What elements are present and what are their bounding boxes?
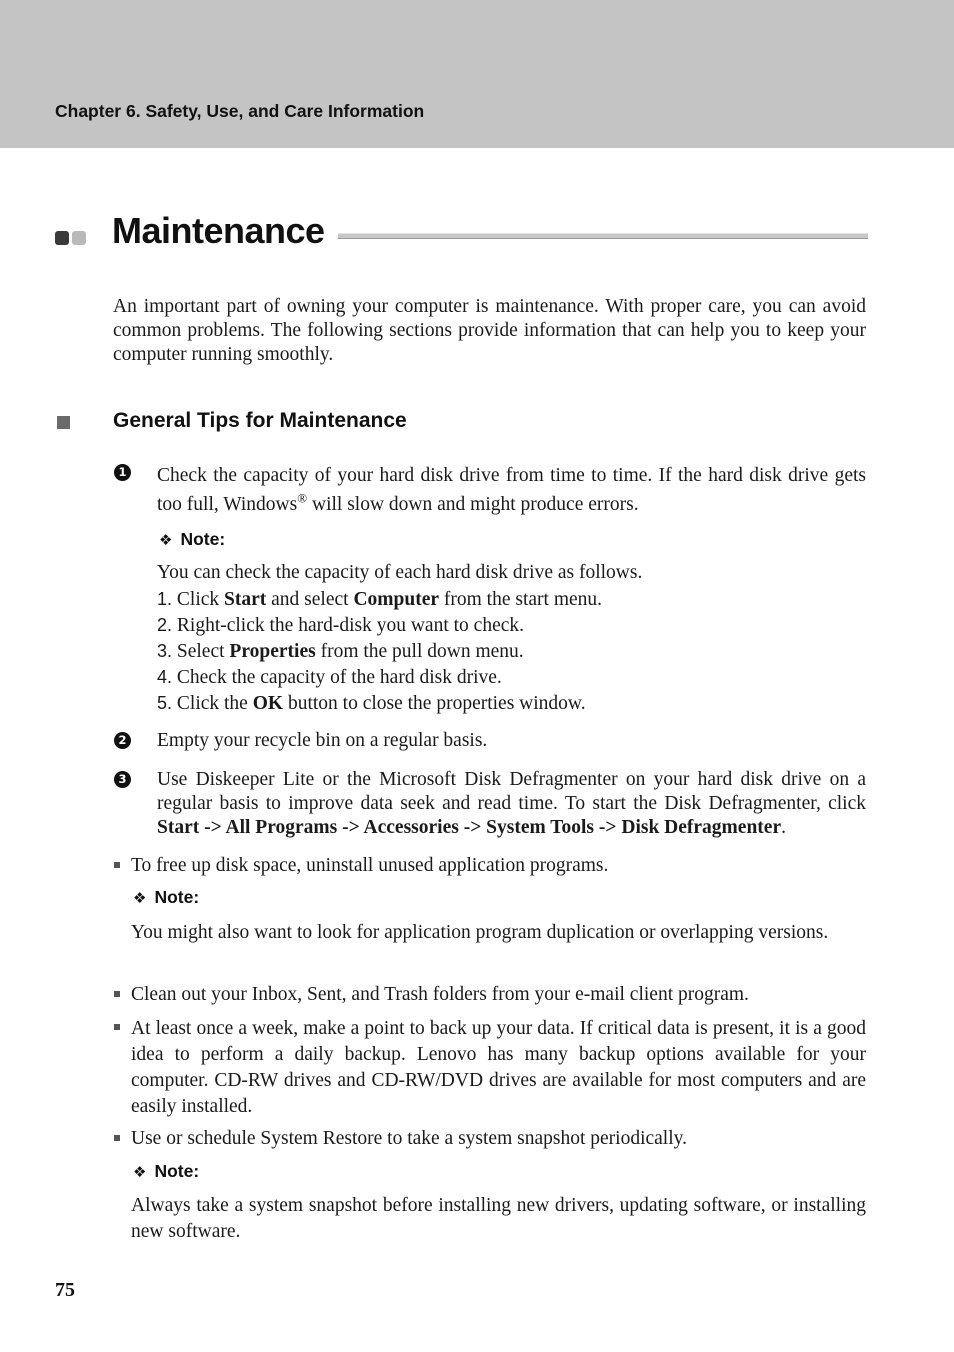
tip-3-paragraph: Use Diskeeper Lite or the Microsoft Disk Defragmenter on your hard disk drive on a regular basis to improve data seek and read time. To start the Disk Defragmenter, click Start -> All Programs -> Accessories -> System Tools -> Disk Defragmenter. [157,769,866,838]
diamond-icon: ❖ [133,889,147,907]
bullet-text: To free up disk space, uninstall unused application programs. [131,855,609,876]
note-heading: ❖ Note: [133,1161,200,1181]
note-heading: ❖ Note: [133,887,200,907]
note-intro: You can check the capacity of each hard disk drive as follows. [157,562,643,583]
note-text: You might also want to look for application program duplication or overlapping versions. [131,922,829,943]
subsection-title: General Tips for Maintenance [113,409,407,432]
tip-2-paragraph: Empty your recycle bin on a regular basis. [157,730,488,751]
title-rule [338,233,868,239]
bullet-text: At least once a week, make a point to back up your data. If critical data is present, it is a good idea to perform a daily backup. Lenovo has many backup options available for your computer. CD-RW drives and CD-RW/DVD drives are available for most computers and are easily installed. [131,1018,866,1117]
tip-1-paragraph: Check the capacity of your hard disk drive from time to time. If the hard disk drive gets too full, Windows® will slow down and might produce errors. [157,465,866,515]
section-squares-icon [55,231,87,247]
bullet-icon [114,1135,120,1141]
header-band [0,0,954,148]
note-heading: ❖ Note: [159,529,226,549]
bullet-icon [114,862,120,868]
diamond-icon: ❖ [159,531,173,549]
diamond-icon: ❖ [133,1163,147,1181]
note-step: 4. Check the capacity of the hard disk drive. [157,667,502,688]
note-step: 3. Select Properties from the pull down menu. [157,641,524,662]
number-2-icon: 2 [114,732,131,749]
bullet-icon [114,1024,120,1030]
chapter-title: Chapter 6. Safety, Use, and Care Information [55,101,425,121]
note-step: 2. Right-click the hard-disk you want to check. [157,615,525,636]
note-step: 5. Click the OK button to close the properties window. [157,693,586,714]
page-number: 75 [55,1279,75,1301]
bullet-icon [114,991,120,997]
number-3-icon: 3 [114,771,131,788]
intro-paragraph: An important part of owning your computer is maintenance. With proper care, you can avoid common problems. The following sections provide information that can help you to keep your computer running smoothly. [113,296,866,365]
note-text: Always take a system snapshot before installing new drivers, updating software, or installing new software. [131,1195,866,1242]
bullet-text: Use or schedule System Restore to take a system snapshot periodically. [131,1128,687,1149]
bullet-text: Clean out your Inbox, Sent, and Trash folders from your e-mail client program. [131,984,749,1005]
page-title: Maintenance [112,210,325,251]
subsection-square-icon [57,416,70,429]
number-1-icon: 1 [114,464,131,481]
note-step: 1. Click Start and select Computer from the start menu. [157,589,603,610]
